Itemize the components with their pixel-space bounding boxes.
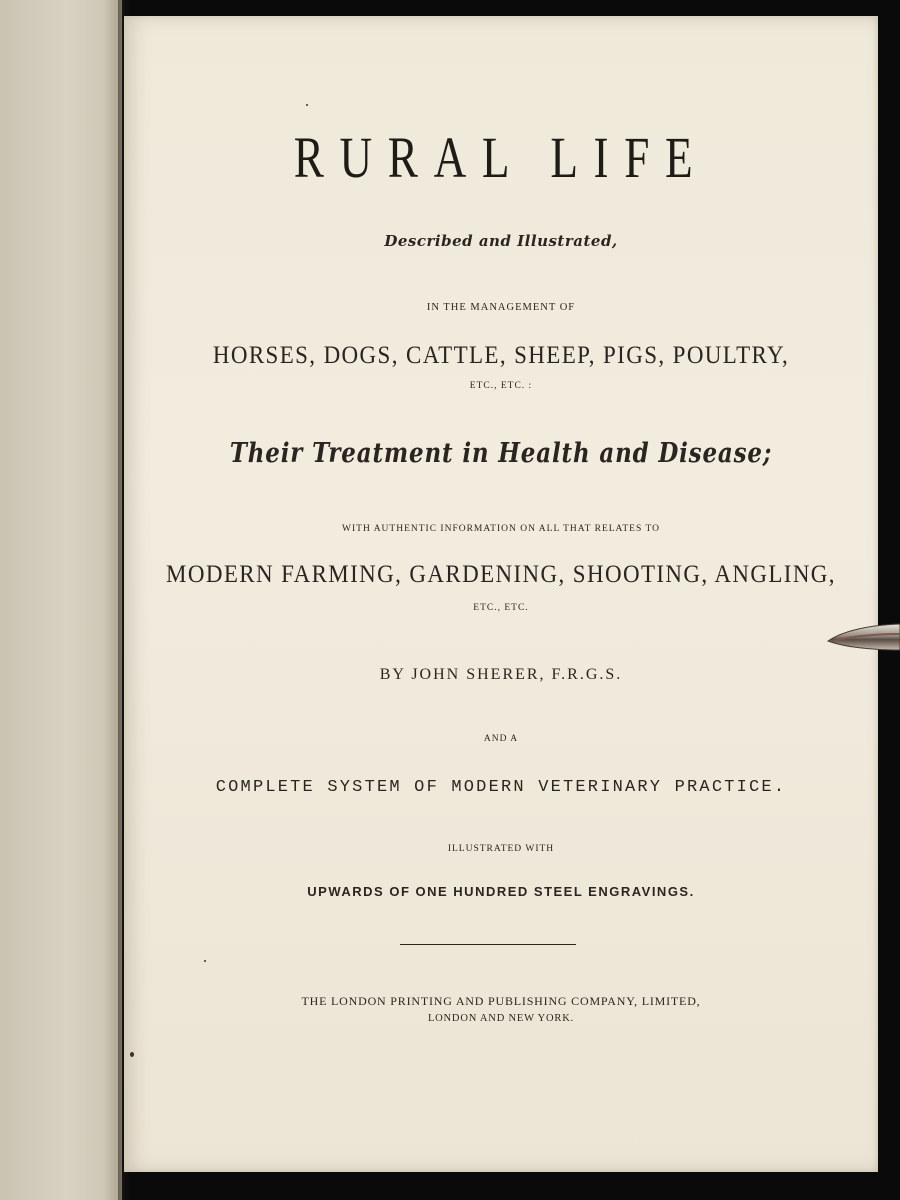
subtitle: Described and Illustrated, <box>384 232 618 250</box>
place-line: LONDON AND NEW YORK. <box>427 1013 575 1024</box>
engravings-line: UPWARDS OF ONE HUNDRED STEEL ENGRAVINGS. <box>307 884 695 899</box>
info-line: WITH AUTHENTIC INFORMATION ON ALL THAT RELATES TO <box>342 524 660 534</box>
treatment-line: Their Treatment in Health and Disease; <box>229 438 773 469</box>
paper-speck <box>306 104 308 106</box>
author-line: BY JOHN SHERER, F.R.G.S. <box>379 666 623 683</box>
page-edge-shadow <box>878 0 900 1200</box>
etc-line-2: ETC., ETC. <box>473 603 529 613</box>
animals-line: HORSES, DOGS, CATTLE, SHEEP, PIGS, POULTRY, <box>212 342 790 369</box>
and-a-line: AND A <box>483 734 519 744</box>
topics-line: MODERN FARMING, GARDENING, SHOOTING, ANGLING, <box>166 561 836 588</box>
paper-speck <box>130 1052 134 1057</box>
book-title: RURAL LIFE <box>293 125 709 190</box>
etc-line-1: ETC., ETC. : <box>469 381 533 391</box>
veterinary-line: COMPLETE SYSTEM OF MODERN VETERINARY PRACTICE. <box>215 778 787 797</box>
publisher-line: THE LONDON PRINTING AND PUBLISHING COMPANY, LIMITED, <box>301 994 701 1008</box>
paper-speck <box>204 960 206 962</box>
title-page <box>124 16 878 1172</box>
metal-bookmark-icon <box>826 620 900 658</box>
divider-rule <box>400 944 576 945</box>
left-page <box>0 0 122 1200</box>
intro-line: IN THE MANAGEMENT OF <box>426 302 576 313</box>
illustrated-with-line: ILLUSTRATED WITH <box>447 844 555 854</box>
